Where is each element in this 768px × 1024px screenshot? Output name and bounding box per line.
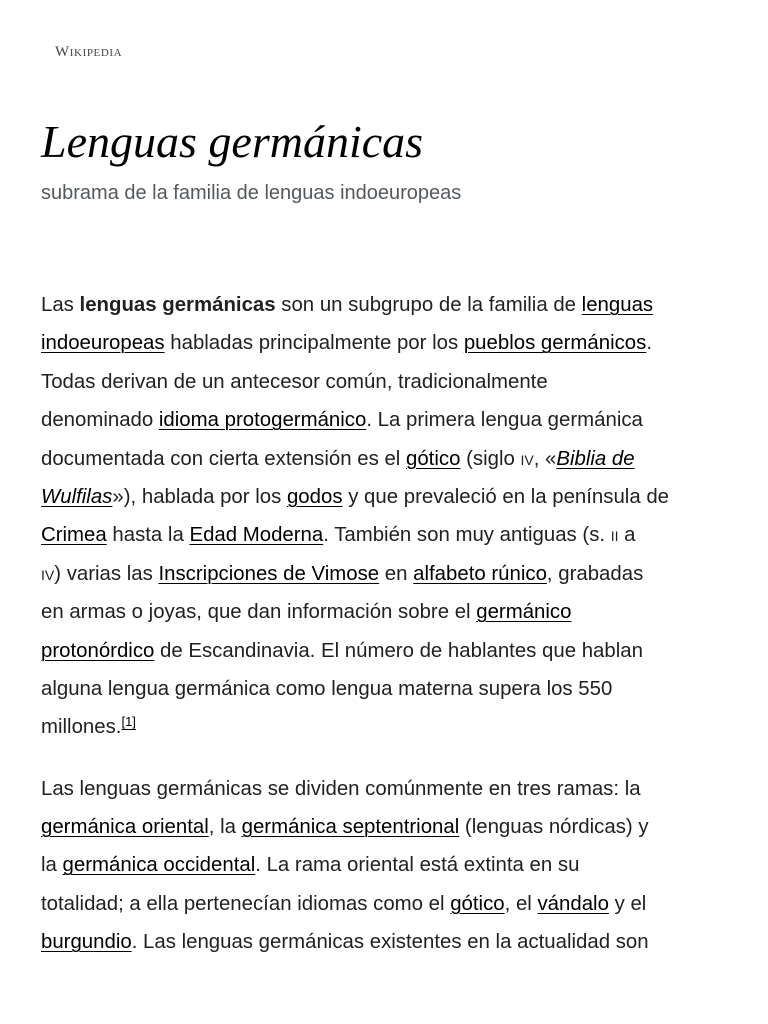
link-gotico[interactable]: gótico (406, 447, 461, 470)
text-line (41, 808, 731, 846)
text-line (41, 555, 731, 593)
text: la (41, 854, 63, 877)
text-line (41, 516, 731, 554)
link-alfabeto-runico[interactable]: alfabeto rúnico (413, 562, 547, 585)
wikipedia-logo[interactable]: Wikipedia (55, 44, 123, 60)
link-germanica-septentrional[interactable]: germánica septentrional (241, 816, 460, 839)
text: . Las lenguas germánicas existentes en la actualidad son (131, 931, 649, 954)
text: , « (533, 447, 557, 470)
roman-numeral: ii (610, 524, 619, 547)
text: a (618, 524, 636, 547)
link-pueblos-germanicos[interactable]: pueblos germánicos (463, 332, 647, 355)
text: , la (208, 816, 242, 839)
text: »), hablada por los (112, 485, 287, 508)
text: en (379, 562, 414, 585)
text-line (41, 846, 731, 884)
bold-term: lenguas germánicas (79, 294, 276, 316)
text: en armas o joyas, que dan información sobre el (41, 601, 477, 624)
link-germanica-occidental[interactable]: germánica occidental (62, 854, 256, 877)
text: de Escandinavia. El número de hablantes que hablan (154, 639, 643, 662)
text-line (41, 708, 731, 746)
paragraph-intro (41, 286, 731, 747)
text-line (41, 324, 731, 362)
text-line (41, 593, 731, 631)
page-subtitle: subrama de la familia de lenguas indoeuropeas (41, 182, 462, 204)
text-line (41, 363, 731, 401)
text: habladas principalmente por los (164, 332, 464, 355)
text: , el (504, 892, 538, 915)
text-line (41, 770, 731, 808)
text: (siglo (460, 447, 521, 470)
text: , grabadas (546, 562, 644, 585)
link-lenguas-indoeuropeas[interactable]: indoeuropeas (41, 332, 165, 355)
link-text: Wulfilas (41, 485, 113, 508)
text: documentada con cierta extensión es el (41, 447, 406, 470)
link-biblia-de-wulfilas[interactable] (556, 448, 634, 470)
text: alguna lengua germánica como lengua materna supera los 550 (41, 677, 613, 700)
text-line (41, 885, 731, 923)
text: y que prevaleció en la península de (342, 485, 670, 508)
paragraph-branches (41, 770, 731, 962)
link-germanico-protonordico[interactable]: germánico (476, 601, 572, 624)
link-germanica-oriental[interactable]: germánica oriental (41, 816, 209, 839)
link-biblia-de-wulfilas[interactable] (41, 486, 112, 508)
link-vandalo[interactable]: vándalo (537, 892, 609, 915)
link-godos[interactable]: godos (286, 485, 343, 508)
text: . La primera lengua germánica (366, 409, 643, 432)
text: . También son muy antiguas (s. (323, 524, 611, 547)
text: son un subgrupo de la familia de (275, 294, 582, 316)
text: . (646, 332, 653, 355)
text: Las (41, 294, 80, 316)
link-germanico-protonordico[interactable]: protonórdico (41, 639, 155, 662)
text: hasta la (106, 524, 190, 547)
text: Las lenguas germánicas se dividen comúnmente en tres ramas: la (41, 777, 641, 800)
text: y el (608, 892, 647, 915)
reference-link[interactable]: [1] (121, 714, 136, 730)
text-line (41, 478, 731, 516)
text-line (41, 440, 731, 478)
link-lenguas-indoeuropeas[interactable]: lenguas (581, 294, 654, 316)
page-title: Lenguas germánicas (41, 116, 424, 167)
text: ) varias las (54, 562, 159, 585)
text-line (41, 401, 731, 439)
roman-numeral: iv (41, 562, 55, 585)
text: totalidad; a ella pertenecían idiomas como el (41, 892, 451, 915)
link-edad-moderna[interactable]: Edad Moderna (189, 524, 324, 547)
text-line (41, 632, 731, 670)
text: denominado (41, 409, 159, 432)
text: Todas derivan de un antecesor común, tradicionalmente (41, 370, 548, 393)
text-line (41, 286, 731, 324)
link-gotico[interactable]: gótico (450, 892, 505, 915)
link-inscripciones-de-vimose[interactable]: Inscripciones de Vimose (158, 562, 380, 585)
text: (lenguas nórdicas) y (459, 816, 649, 839)
roman-numeral: iv (520, 447, 534, 470)
text: . La rama oriental está extinta en su (255, 854, 580, 877)
link-idioma-protogermanico[interactable]: idioma protogermánico (158, 409, 367, 432)
text-line (41, 670, 731, 708)
article-body (41, 286, 731, 985)
link-burgundio[interactable]: burgundio (41, 931, 132, 954)
link-text: Biblia de (556, 447, 635, 470)
text: millones. (41, 716, 122, 739)
link-crimea[interactable]: Crimea (41, 524, 107, 547)
text-line (41, 923, 731, 961)
